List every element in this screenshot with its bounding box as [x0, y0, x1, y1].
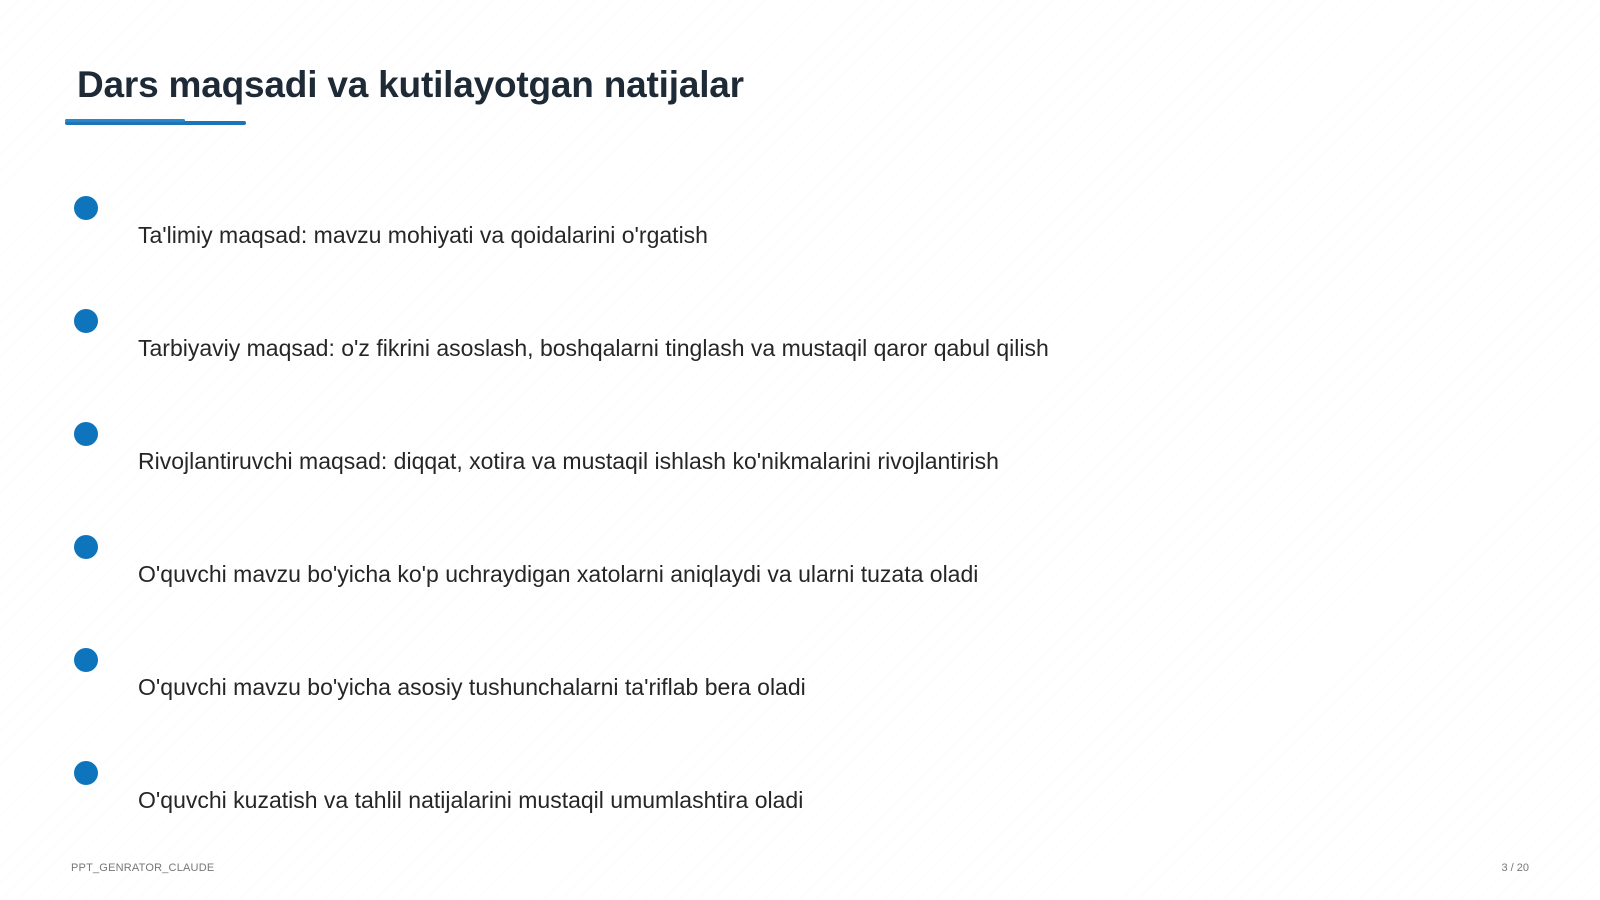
bullet-text: Ta'limiy maqsad: mavzu mohiyati va qoidalarini o'rgatish	[138, 222, 708, 248]
bullet-text: O'quvchi mavzu bo'yicha ko'p uchraydigan xatolarni aniqlaydi va ularni tuzata oladi	[138, 561, 979, 587]
bullet-dot-icon	[74, 648, 98, 672]
footer-label: PPT_GENRATOR_CLAUDE	[71, 862, 215, 874]
page-indicator: 3 / 20	[1501, 862, 1529, 874]
bullet-dot-icon	[74, 761, 98, 785]
bullet-text: Rivojlantiruvchi maqsad: diqqat, xotira va mustaqil ishlash ko'nikmalarini rivojlantirish	[138, 448, 999, 474]
bullet-text: O'quvchi kuzatish va tahlil natijalarini mustaqil umumlashtira oladi	[138, 787, 804, 813]
slide-title: Dars maqsadi va kutilayotgan natijalar	[77, 64, 744, 105]
bullet-text: Tarbiyaviy maqsad: o'z fikrini asoslash, boshqalarni tinglash va mustaqil qaror qabul qilish	[138, 335, 1049, 361]
bullet-item	[0, 309, 1600, 369]
bullet-dot-icon	[74, 422, 98, 446]
bullet-item	[0, 648, 1600, 708]
bullet-dot-icon	[74, 535, 98, 559]
bullet-item	[0, 196, 1600, 256]
bullet-item	[0, 535, 1600, 595]
bullet-text: O'quvchi mavzu bo'yicha asosiy tushunchalarni ta'riflab bera oladi	[138, 674, 806, 700]
bullet-item	[0, 761, 1600, 821]
bullet-item	[0, 422, 1600, 482]
bullet-dot-icon	[74, 309, 98, 333]
bullet-dot-icon	[74, 196, 98, 220]
